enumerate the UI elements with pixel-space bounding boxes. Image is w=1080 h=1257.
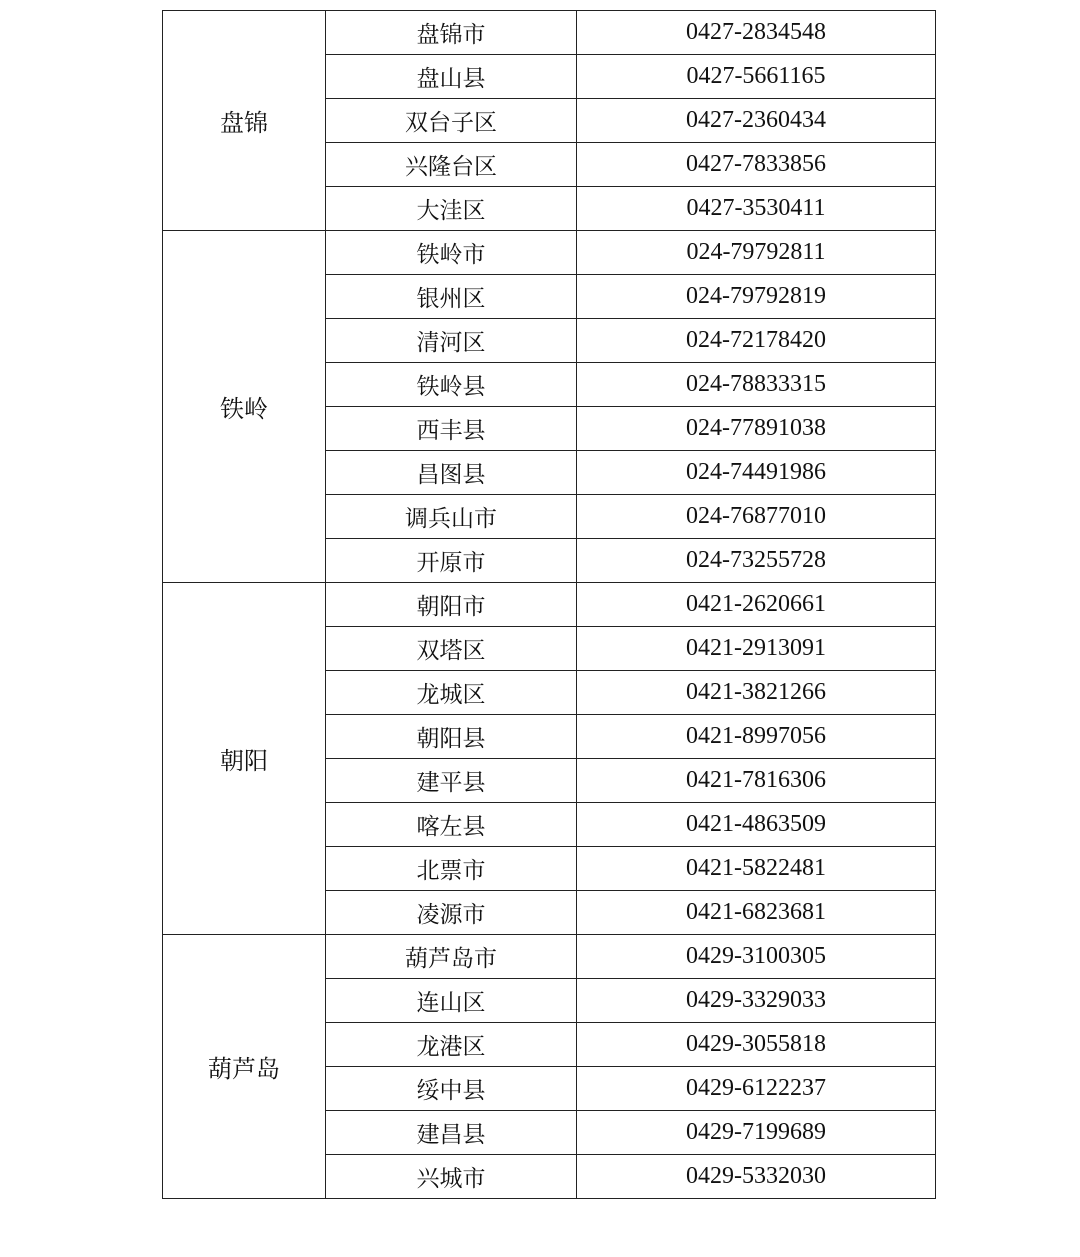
district-cell: 铁岭县	[326, 363, 577, 407]
city-cell: 盘锦	[163, 11, 326, 231]
phone-cell: 0429-3100305	[577, 935, 936, 979]
phone-cell: 0421-4863509	[577, 803, 936, 847]
district-cell: 喀左县	[326, 803, 577, 847]
phone-cell: 0429-6122237	[577, 1067, 936, 1111]
phone-cell: 0421-3821266	[577, 671, 936, 715]
district-cell: 朝阳市	[326, 583, 577, 627]
phone-cell: 0421-5822481	[577, 847, 936, 891]
district-cell: 盘锦市	[326, 11, 577, 55]
district-cell: 清河区	[326, 319, 577, 363]
phone-cell: 024-78833315	[577, 363, 936, 407]
district-cell: 盘山县	[326, 55, 577, 99]
district-cell: 建昌县	[326, 1111, 577, 1155]
phone-cell: 0427-7833856	[577, 143, 936, 187]
city-cell: 朝阳	[163, 583, 326, 935]
district-cell: 开原市	[326, 539, 577, 583]
district-cell: 北票市	[326, 847, 577, 891]
phone-cell: 0429-5332030	[577, 1155, 936, 1199]
city-cell: 铁岭	[163, 231, 326, 583]
phone-cell: 0427-3530411	[577, 187, 936, 231]
district-cell: 调兵山市	[326, 495, 577, 539]
phone-cell: 0421-6823681	[577, 891, 936, 935]
phone-cell: 024-74491986	[577, 451, 936, 495]
district-cell: 大洼区	[326, 187, 577, 231]
district-cell: 连山区	[326, 979, 577, 1023]
district-cell: 兴隆台区	[326, 143, 577, 187]
phone-cell: 0421-7816306	[577, 759, 936, 803]
table-row	[163, 11, 936, 55]
district-cell: 葫芦岛市	[326, 935, 577, 979]
phone-cell: 024-79792811	[577, 231, 936, 275]
table-row	[163, 231, 936, 275]
phone-cell: 024-76877010	[577, 495, 936, 539]
phone-cell: 024-73255728	[577, 539, 936, 583]
district-cell: 兴城市	[326, 1155, 577, 1199]
district-cell: 铁岭市	[326, 231, 577, 275]
contact-table	[162, 10, 936, 1199]
district-cell: 昌图县	[326, 451, 577, 495]
district-cell: 朝阳县	[326, 715, 577, 759]
phone-cell: 024-72178420	[577, 319, 936, 363]
phone-cell: 0429-7199689	[577, 1111, 936, 1155]
phone-cell: 0427-2360434	[577, 99, 936, 143]
district-cell: 凌源市	[326, 891, 577, 935]
district-cell: 银州区	[326, 275, 577, 319]
district-cell: 双台子区	[326, 99, 577, 143]
phone-cell: 0421-8997056	[577, 715, 936, 759]
district-cell: 建平县	[326, 759, 577, 803]
district-cell: 龙港区	[326, 1023, 577, 1067]
district-cell: 双塔区	[326, 627, 577, 671]
table-row	[163, 935, 936, 979]
phone-cell: 0421-2620661	[577, 583, 936, 627]
phone-cell: 024-79792819	[577, 275, 936, 319]
table-row	[163, 583, 936, 627]
city-cell: 葫芦岛	[163, 935, 326, 1199]
district-cell: 绥中县	[326, 1067, 577, 1111]
phone-cell: 0429-3329033	[577, 979, 936, 1023]
phone-cell: 0429-3055818	[577, 1023, 936, 1067]
district-cell: 西丰县	[326, 407, 577, 451]
phone-cell: 0427-5661165	[577, 55, 936, 99]
phone-cell: 024-77891038	[577, 407, 936, 451]
contact-table-body	[163, 11, 936, 1199]
phone-cell: 0421-2913091	[577, 627, 936, 671]
district-cell: 龙城区	[326, 671, 577, 715]
contact-table-sheet	[162, 10, 935, 1199]
phone-cell: 0427-2834548	[577, 11, 936, 55]
